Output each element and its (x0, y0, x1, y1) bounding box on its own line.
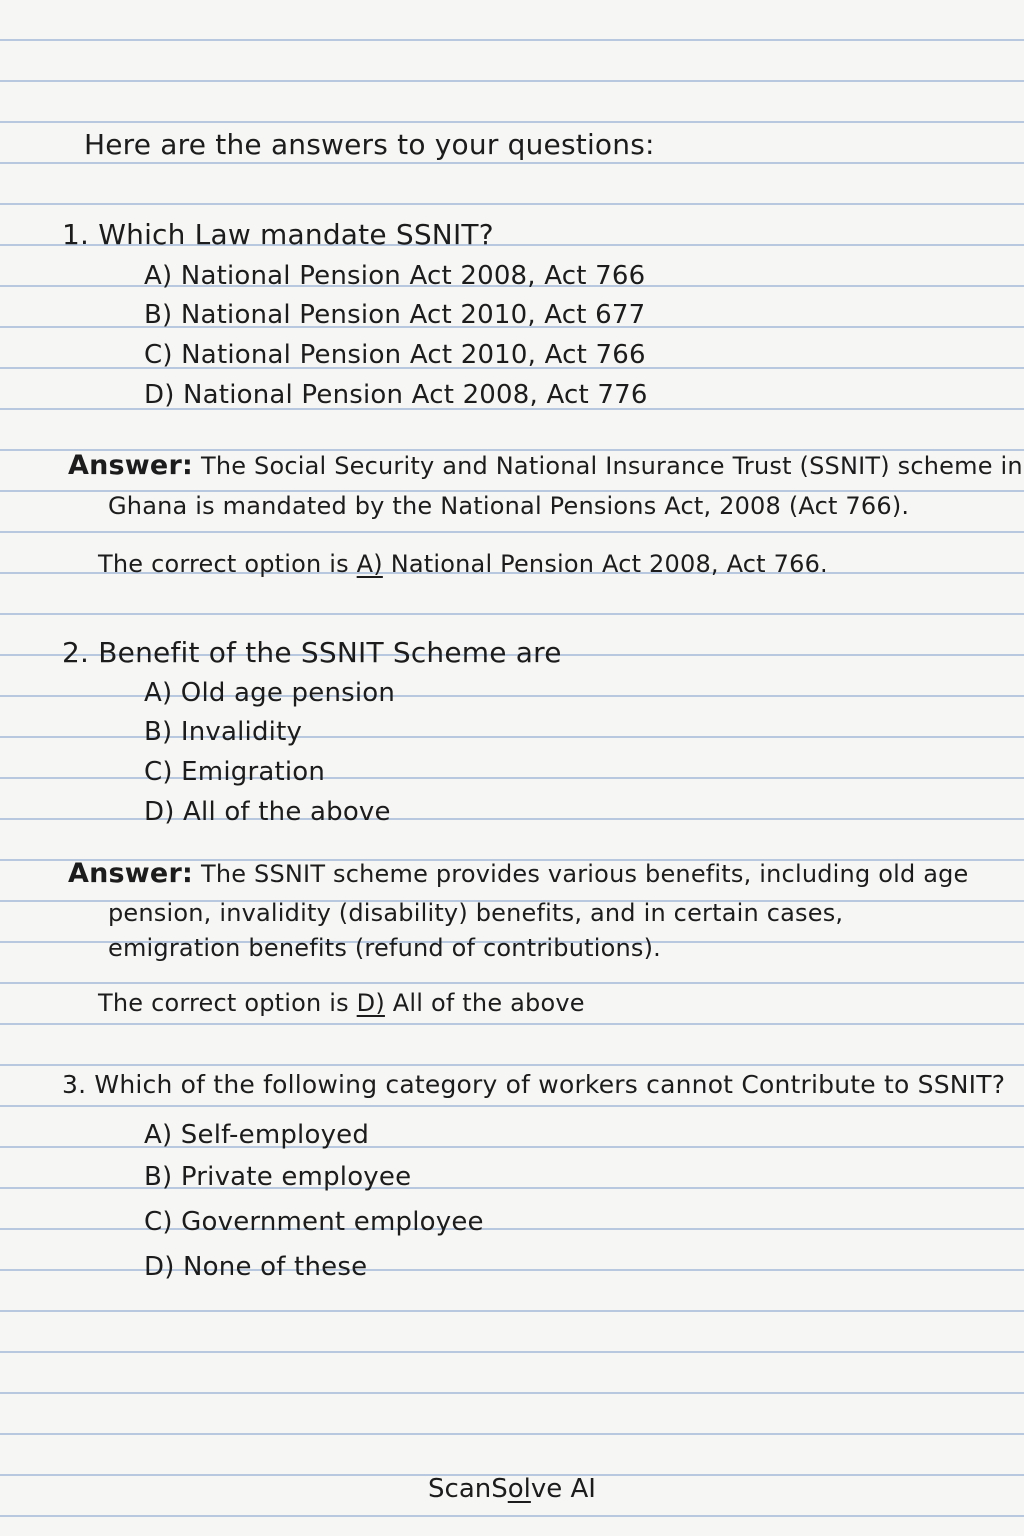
question-text: Which of the following category of workers cannot Contribute to SSNIT? (94, 1070, 1006, 1099)
correct-letter: A) (356, 550, 383, 578)
question-1 (62, 218, 494, 251)
question-text: Which Law mandate SSNIT? (98, 218, 494, 251)
answer-label: Answer: (68, 450, 193, 481)
option-1d: D) National Pension Act 2008, Act 776 (144, 380, 648, 410)
correct-letter: D) (356, 989, 385, 1017)
question-number: 2. (62, 636, 90, 669)
option-2b: B) Invalidity (144, 717, 303, 747)
correct-option-1 (98, 550, 828, 578)
question-2 (62, 636, 562, 669)
option-1b: B) National Pension Act 2010, Act 677 (144, 300, 646, 330)
option-3b: B) Private employee (144, 1162, 412, 1192)
question-number: 1. (62, 218, 90, 251)
correct-text: National Pension Act 2008, Act 766. (390, 550, 828, 578)
option-2a: A) Old age pension (144, 678, 396, 708)
option-1c: C) National Pension Act 2010, Act 766 (144, 340, 646, 370)
answer-1-line-2: Ghana is mandated by the National Pensions Act, 2008 (Act 766). (108, 492, 910, 520)
option-3c: C) Government employee (144, 1207, 484, 1237)
correct-option-2 (98, 989, 585, 1017)
question-text: Benefit of the SSNIT Scheme are (98, 636, 562, 669)
option-1a: A) National Pension Act 2008, Act 766 (144, 261, 646, 291)
brand-part: ve AI (530, 1474, 596, 1504)
correct-prefix: The correct option is (98, 550, 349, 578)
answer-text: The SSNIT scheme provides various benefits, including old age (200, 860, 969, 888)
question-3 (62, 1070, 1005, 1099)
answer-text: The Social Security and National Insurance Trust (SSNIT) scheme in (200, 452, 1023, 480)
option-3d: D) None of these (144, 1252, 368, 1282)
intro-text: Here are the answers to your questions: (84, 128, 655, 161)
answer-label: Answer: (68, 858, 193, 889)
brand-footer (0, 1474, 1024, 1504)
option-2c: C) Emigration (144, 757, 326, 787)
answer-1-line-1 (68, 450, 1023, 481)
answer-2-line-3: emigration benefits (refund of contributions). (108, 934, 661, 962)
brand-part: ScanS (428, 1474, 508, 1504)
answer-2-line-1 (68, 858, 969, 889)
brand-part-underlined: ol (507, 1474, 531, 1504)
correct-text: All of the above (392, 989, 585, 1017)
option-3a: A) Self-employed (144, 1120, 370, 1150)
correct-prefix: The correct option is (98, 989, 349, 1017)
question-number: 3. (62, 1070, 87, 1099)
answer-2-line-2: pension, invalidity (disability) benefits, and in certain cases, (108, 899, 844, 927)
option-2d: D) All of the above (144, 797, 391, 827)
